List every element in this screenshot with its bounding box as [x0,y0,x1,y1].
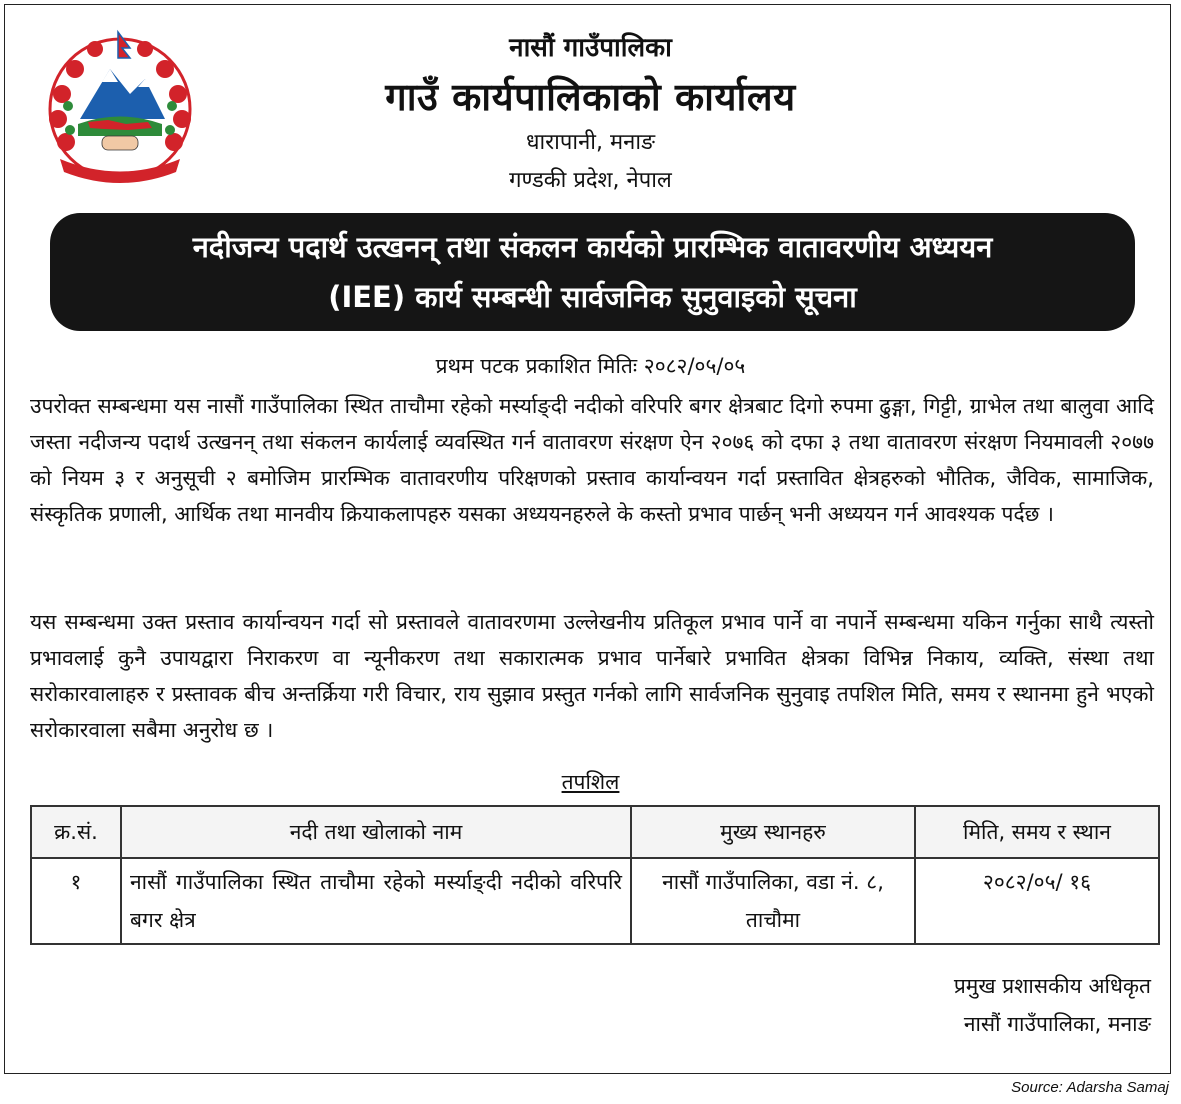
notice-title-line-2: (IEE) कार्य सम्बन्धी सार्वजनिक सुनुवाइको सूचना [328,280,857,314]
organization-name: नासौं गाउँपालिका [509,33,672,63]
column-header-river: नदी तथा खोलाको नाम [121,806,631,858]
table-header-row [31,806,1159,858]
cell-datetime: २०८२/०५/ १६ [915,858,1159,944]
source-credit: Source: Adarsha Samaj [1011,1079,1169,1096]
notice-title-line-1: नदीजन्य पदार्थ उत्खनन् तथा संकलन कार्यको प्रारम्भिक वातावरणीय अध्ययन [192,230,993,264]
address-line-2: गण्डकी प्रदेश, नेपाल [509,168,672,193]
cell-river: नासौं गाउँपालिका स्थित ताचौमा रहेको मर्स्याङ्दी नदीको वरिपरि बगर क्षेत्र [121,858,631,944]
cell-place: नासौं गाउँपालिका, वडा नं. ८, ताचौमा [631,858,915,944]
signatory-title: प्रमुख प्रशासकीय अधिकृत [953,974,1151,998]
column-header-place: मुख्य स्थानहरु [631,806,915,858]
table-row [31,858,1159,944]
notice-title-banner [50,213,1135,331]
cell-sn: १ [31,858,121,944]
signatory-office: नासौं गाउँपालिका, मनाङ [963,1012,1151,1036]
office-name: गाउँ कार्यपालिकाको कार्यालय [385,75,796,119]
body-paragraph-2: यस सम्बन्धमा उक्त प्रस्ताव कार्यान्वयन गर्दा सो प्रस्तावले वातावरणमा उल्लेखनीय प्रतिकूल प्रभाव पार्ने वा नपार्ने सम्बन्धमा यकिन गर्नुका साथै त्यस्तो प्रभावलाई कुनै उपायद्वारा निराकरण वा न्यूनीकरण तथा सकारात्मक प्रभाव पार्नेबारे प्रभावित क्षेत्रका विभिन्न निकाय, व्यक्ति, संस्था तथा सरोकारवालाहरु र प्रस्तावक बीच अन्तर्क्रिया गरी विचार, राय सुझाव प्रस्तुत गर्नको लागि सार्वजनिक सुनुवाइ तपशिल मिति, समय र स्थानमा हुने भएको सरोकारवाला सबैमा अनुरोध छ । [30,610,1154,742]
schedule-heading [0,768,1181,796]
address-line-1: धारापानी, मनाङ [525,130,656,155]
published-date: प्रथम पटक प्रकाशित मितिः २०८२/०५/०५ [435,354,746,378]
column-header-datetime: मिति, समय र स्थान [915,806,1159,858]
body-paragraph-1: उपरोक्त सम्बन्धमा यस नासौं गाउँपालिका स्थित ताचौमा रहेको मर्स्याङ्दी नदीको वरिपरि बगर क्षेत्रबाट दिगो रुपमा ढुङ्गा, गिट्टी, ग्राभेल तथा बालुवा आदि जस्ता नदीजन्य पदार्थ उत्खनन् तथा संकलन कार्यलाई व्यवस्थित गर्न वातावरण संरक्षण ऐन २०७६ को दफा ३ तथा वातावरण संरक्षण नियमावली २०७७ को नियम ३ र अनुसूची २ बमोजिम प्रारम्भिक वातावरणीय परिक्षणको प्रस्ताव कार्यान्वयन गर्दा प्रस्तावित क्षेत्रहरुको भौतिक, जैविक, सामाजिक, संस्कृतिक प्रणाली, आर्थिक तथा मानवीय क्रियाकलापहरु यसका अध्ययनहरुले के कस्तो प्रभाव पार्छन् भनी अध्ययन गर्न आवश्यक पर्दछ । [30,394,1154,526]
schedule-heading-text: तपशिल [561,770,620,794]
schedule-table [30,805,1160,945]
column-header-sn: क्र.सं. [31,806,121,858]
